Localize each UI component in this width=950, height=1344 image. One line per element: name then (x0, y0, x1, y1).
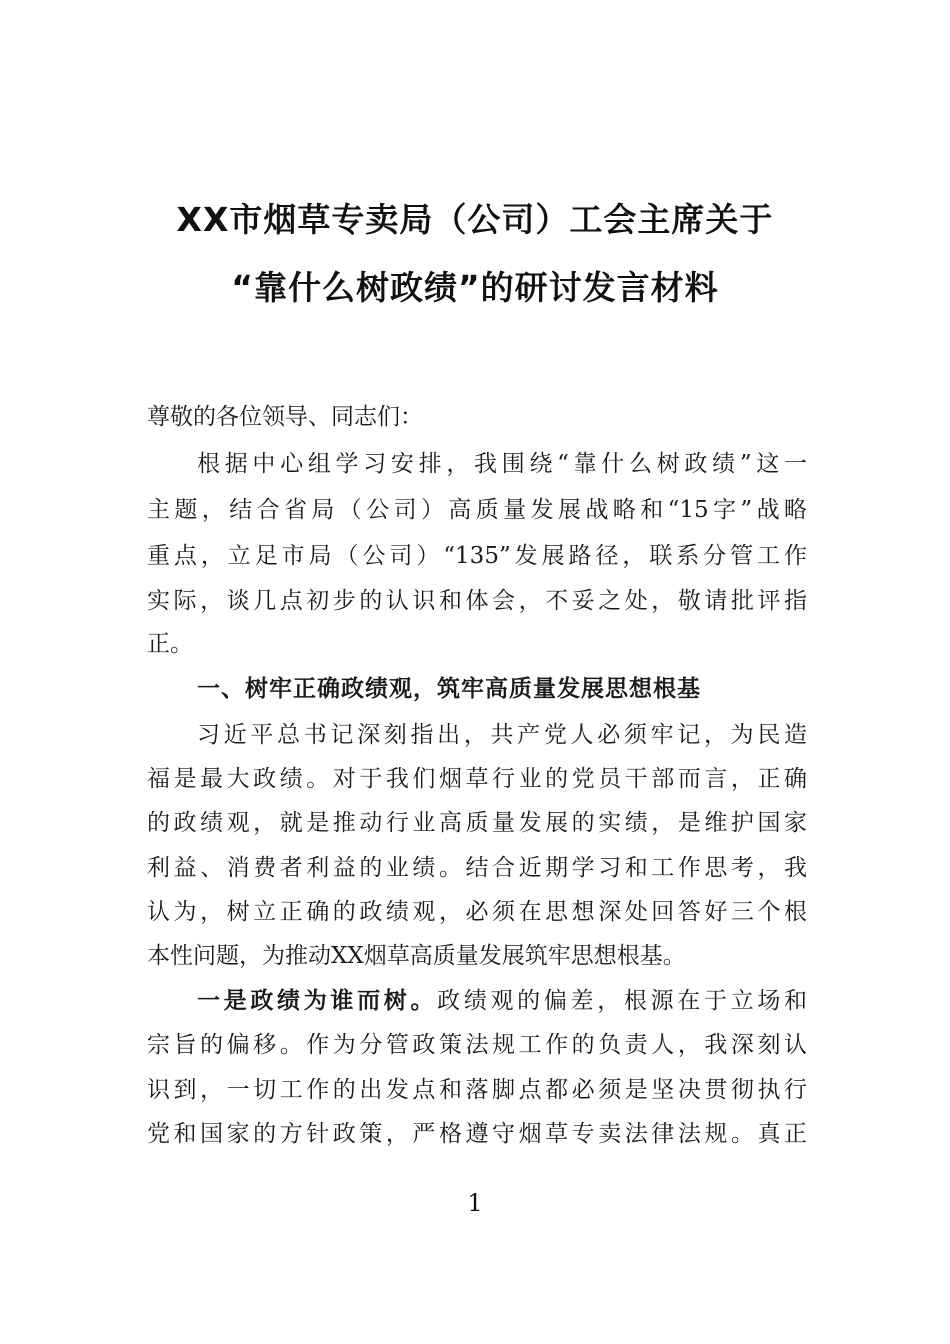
paragraph-line: 党和国家的方针政策，严格遵守烟草专卖法律法规。真正 (147, 1121, 807, 1147)
paragraph-line (197, 986, 807, 1016)
paragraph-line: 主题，结合省局（公司）高质量发展战略和“15字”战略 (147, 497, 807, 523)
document-title-line-1: XX市烟草专卖局（公司）工会主席关于 (176, 200, 774, 239)
point-lead: 一是政绩为谁而树。 (197, 988, 438, 1014)
document-title-line-2: “靠什么树政绩”的研讨发言材料 (231, 268, 719, 307)
paragraph-line: 习近平总书记深刻指出，共产党人必须牢记，为民造 (197, 722, 807, 748)
paragraph-line: 识到，一切工作的出发点和落脚点都必须是坚决贯彻执行 (147, 1077, 807, 1103)
paragraph-line: 根据中心组学习安排，我围绕“靠什么树政绩”这一 (197, 451, 807, 477)
paragraph-line: 宗旨的偏移。作为分管政策法规工作的负责人，我深刻认 (147, 1032, 807, 1058)
paragraph-line: 正。 (147, 631, 193, 657)
paragraph-line: 利益、消费者利益的业绩。结合近期学习和工作思考，我 (147, 855, 807, 881)
paragraph-line: 认为，树立正确的政绩观，必须在思想深处回答好三个根 (147, 899, 807, 925)
section-heading: 一、树牢正确政绩观，筑牢高质量发展思想根基 (197, 676, 701, 702)
paragraph-line: 福是最大政绩。对于我们烟草行业的党员干部而言，正确 (147, 766, 807, 792)
paragraph-line: 的政绩观，就是推动行业高质量发展的实绩，是维护国家 (147, 810, 807, 836)
paragraph-line: 重点，立足市局（公司）“135”发展路径，联系分管工作 (147, 543, 807, 569)
paragraph-line: 本性问题，为推动XX烟草高质量发展筑牢思想根基。 (147, 943, 686, 969)
page-number: 1 (467, 1189, 483, 1217)
salutation: 尊敬的各位领导、同志们： (147, 404, 423, 430)
point-text: 政绩观的偏差，根源在于立场和 (437, 988, 807, 1014)
paragraph-line: 实际，谈几点初步的认识和体会，不妥之处，敬请批评指 (147, 588, 807, 614)
